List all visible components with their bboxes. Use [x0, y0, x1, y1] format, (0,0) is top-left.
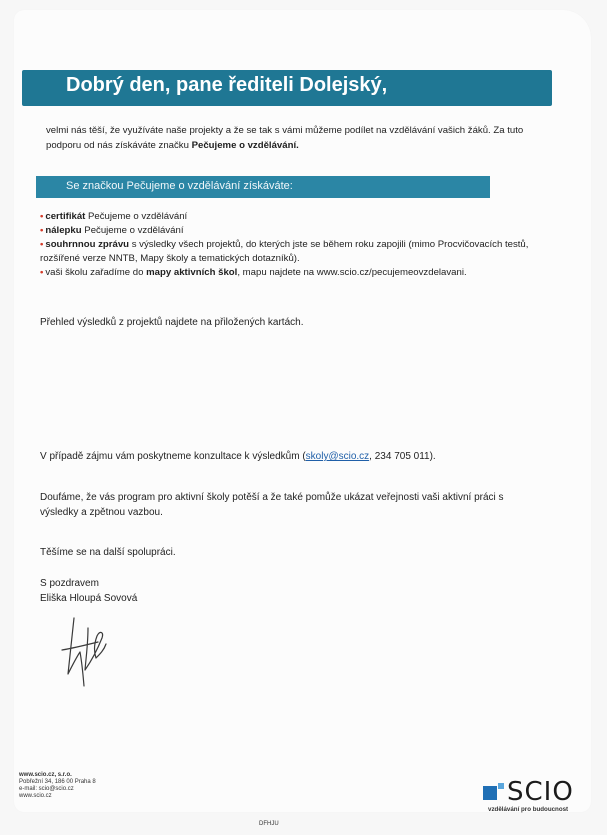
scio-logo-text: SCIO	[507, 777, 574, 807]
benefit-prefix: vaši školu zařadíme do	[45, 267, 147, 278]
benefits-list	[40, 210, 540, 280]
benefit-text: s výsledky všech projektů, do kterých jste se během roku zapojili (mimo Procvičovacích testů, rozšířené verze NNTB, Mapy školy a tematických dotazníků).	[40, 239, 529, 264]
bullet-icon: •	[40, 267, 44, 278]
intro-brand: Pečujeme o vzdělávání.	[191, 140, 299, 151]
footer-email: e-mail: scio@scio.cz	[19, 786, 74, 792]
greeting-title: Dobrý den, pane řediteli Dolejský,	[66, 74, 388, 96]
footer-company: www.scio.cz, s.r.o.	[19, 772, 72, 778]
bullet-icon: •	[40, 211, 44, 222]
scio-logo	[483, 775, 583, 815]
consult-before: V případě zájmu vám poskytneme konzultace k výsledkům (	[40, 451, 306, 462]
scio-logo-tagline: vzdělávání pro budoucnost	[488, 806, 569, 813]
intro-paragraph	[46, 123, 551, 153]
benefit-text: Pečujeme o vzdělávání	[85, 211, 188, 222]
bullet-icon: •	[40, 239, 44, 250]
intro-text: velmi nás těší, že využíváte naše projekty a že se tak s vámi můžeme podílet na vzdělávání vašich žáků. Za tuto podporu od nás získáváte značku	[46, 125, 524, 151]
benefit-item	[40, 266, 540, 280]
results-note: Přehled výsledků z projektů najdete na přiložených kartách.	[40, 317, 304, 328]
looking-forward-text: Těšíme se na další spolupráci.	[40, 547, 176, 558]
handwritten-signature	[58, 608, 118, 693]
bullet-icon: •	[40, 225, 44, 236]
benefit-bold: certifikát	[45, 211, 86, 222]
benefit-text: , mapu najdete na www.scio.cz/pecujemeovzdelavani.	[237, 267, 467, 278]
footer-web: www.scio.cz	[19, 793, 52, 799]
benefit-item	[40, 238, 540, 266]
closing-text: S pozdravem	[40, 578, 99, 589]
footer-street: Pobřežní 34, 186 00 Praha 8	[19, 779, 96, 785]
consultation-paragraph	[40, 449, 560, 464]
footer-address	[19, 772, 96, 800]
page-code: DFHJU	[259, 821, 279, 827]
consult-after: , 234 705 011).	[369, 451, 436, 462]
benefit-item	[40, 210, 540, 224]
signer-name: Eliška Hloupá Sovová	[40, 593, 138, 604]
benefit-bold: souhrnnou zprávu	[45, 239, 130, 250]
hope-paragraph: Doufáme, že vás program pro aktivní školy potěší a že také pomůže ukázat veřejnosti vaši aktivní práci s výsledky a zpětnou vazbou.	[40, 492, 504, 518]
benefits-title: Se značkou Pečujeme o vzdělávání získáváte:	[66, 180, 293, 192]
scio-logo-icon	[483, 783, 505, 801]
consult-email-link[interactable]: skoly@scio.cz	[305, 451, 370, 462]
benefit-item	[40, 224, 540, 238]
benefit-bold: nálepku	[45, 225, 82, 236]
benefit-bold: mapy aktivních škol	[146, 267, 238, 278]
benefit-text: Pečujeme o vzdělávání	[81, 225, 184, 236]
